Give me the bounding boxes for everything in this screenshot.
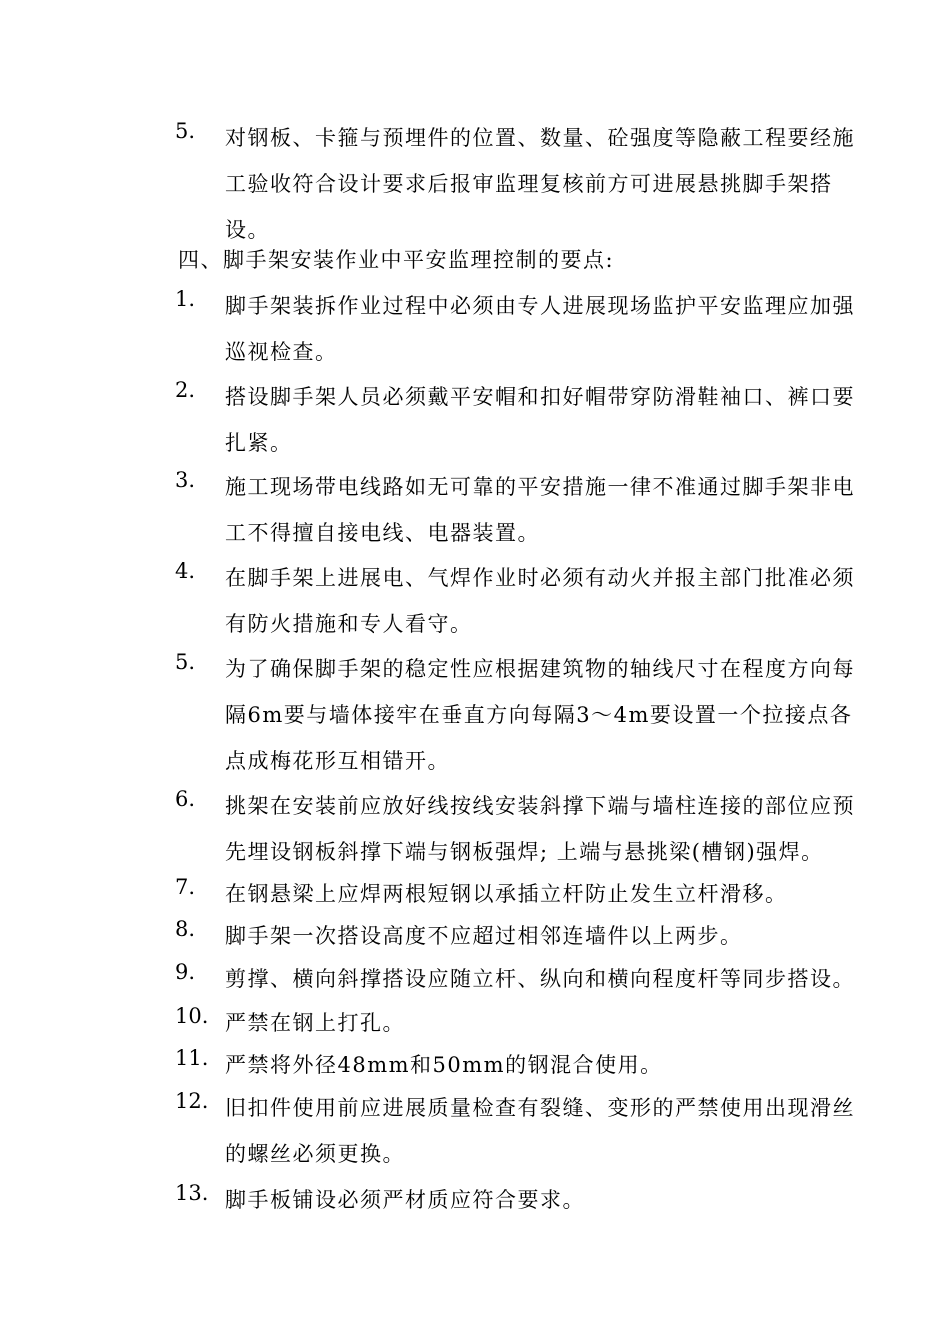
list-text: 施工现场带电线路如无可靠的平安措施一律不准通过脚手架非电工不得擅自接电线、电器装置。 bbox=[225, 475, 855, 545]
list-number: 7. bbox=[175, 875, 196, 899]
list-number: 5. bbox=[175, 650, 196, 674]
list-text: 旧扣件使用前应进展质量检查有裂缝、变形的严禁使用出现滑丝的螺丝必须更换。 bbox=[225, 1096, 855, 1166]
list-text: 挑架在安装前应放好线按线安装斜撑下端与墙柱连接的部位应预先埋设钢板斜撑下端与钢板强焊; 上端与悬挑梁(槽钢)强焊。 bbox=[225, 794, 855, 864]
list-number: 10. bbox=[175, 1004, 209, 1028]
list-text: 在钢悬梁上应焊两根短钢以承插立杆防止发生立杆滑移。 bbox=[225, 882, 788, 906]
list-number: 1. bbox=[175, 287, 196, 311]
list-number: 9. bbox=[175, 960, 196, 984]
list-text: 搭设脚手架人员必须戴平安帽和扣好帽带穿防滑鞋袖口、裤口要扎紧。 bbox=[225, 385, 855, 455]
list-text: 在脚手架上进展电、气焊作业时必须有动火并报主部门批准必须有防火措施和专人看守。 bbox=[225, 566, 855, 636]
list-number: 12. bbox=[175, 1089, 209, 1113]
section-heading: 四、脚手架安装作业中平安监理控制的要点: bbox=[178, 248, 615, 272]
list-text: 对钢板、卡箍与预埋件的位置、数量、砼强度等隐蔽工程要经施工验收符合设计要求后报审监理复核前方可进展悬挑脚手架搭设。 bbox=[225, 126, 855, 242]
list-number: 8. bbox=[175, 917, 196, 941]
list-text: 严禁将外径48mm和50mm的钢混合使用。 bbox=[225, 1053, 663, 1077]
list-number: 5. bbox=[175, 119, 196, 143]
list-number: 6. bbox=[175, 787, 196, 811]
list-number: 13. bbox=[175, 1181, 209, 1205]
list-text: 脚手架一次搭设高度不应超过相邻连墙件以上两步。 bbox=[225, 924, 743, 948]
list-number: 2. bbox=[175, 378, 196, 402]
list-text: 严禁在钢上打孔。 bbox=[225, 1011, 405, 1035]
list-text: 剪撑、横向斜撑搭设应随立杆、纵向和横向程度杆等同步搭设。 bbox=[225, 967, 855, 991]
list-text: 脚手架装拆作业过程中必须由专人进展现场监护平安监理应加强巡视检查。 bbox=[225, 294, 855, 364]
list-text: 为了确保脚手架的稳定性应根据建筑物的轴线尺寸在程度方向每隔6m要与墙体接牢在垂直方向每隔3～4m要设置一个拉接点各点成梅花形互相错开。 bbox=[225, 657, 855, 773]
list-number: 11. bbox=[175, 1046, 209, 1070]
list-text: 脚手板铺设必须严材质应符合要求。 bbox=[225, 1188, 585, 1212]
list-number: 4. bbox=[175, 559, 196, 583]
list-number: 3. bbox=[175, 468, 196, 492]
